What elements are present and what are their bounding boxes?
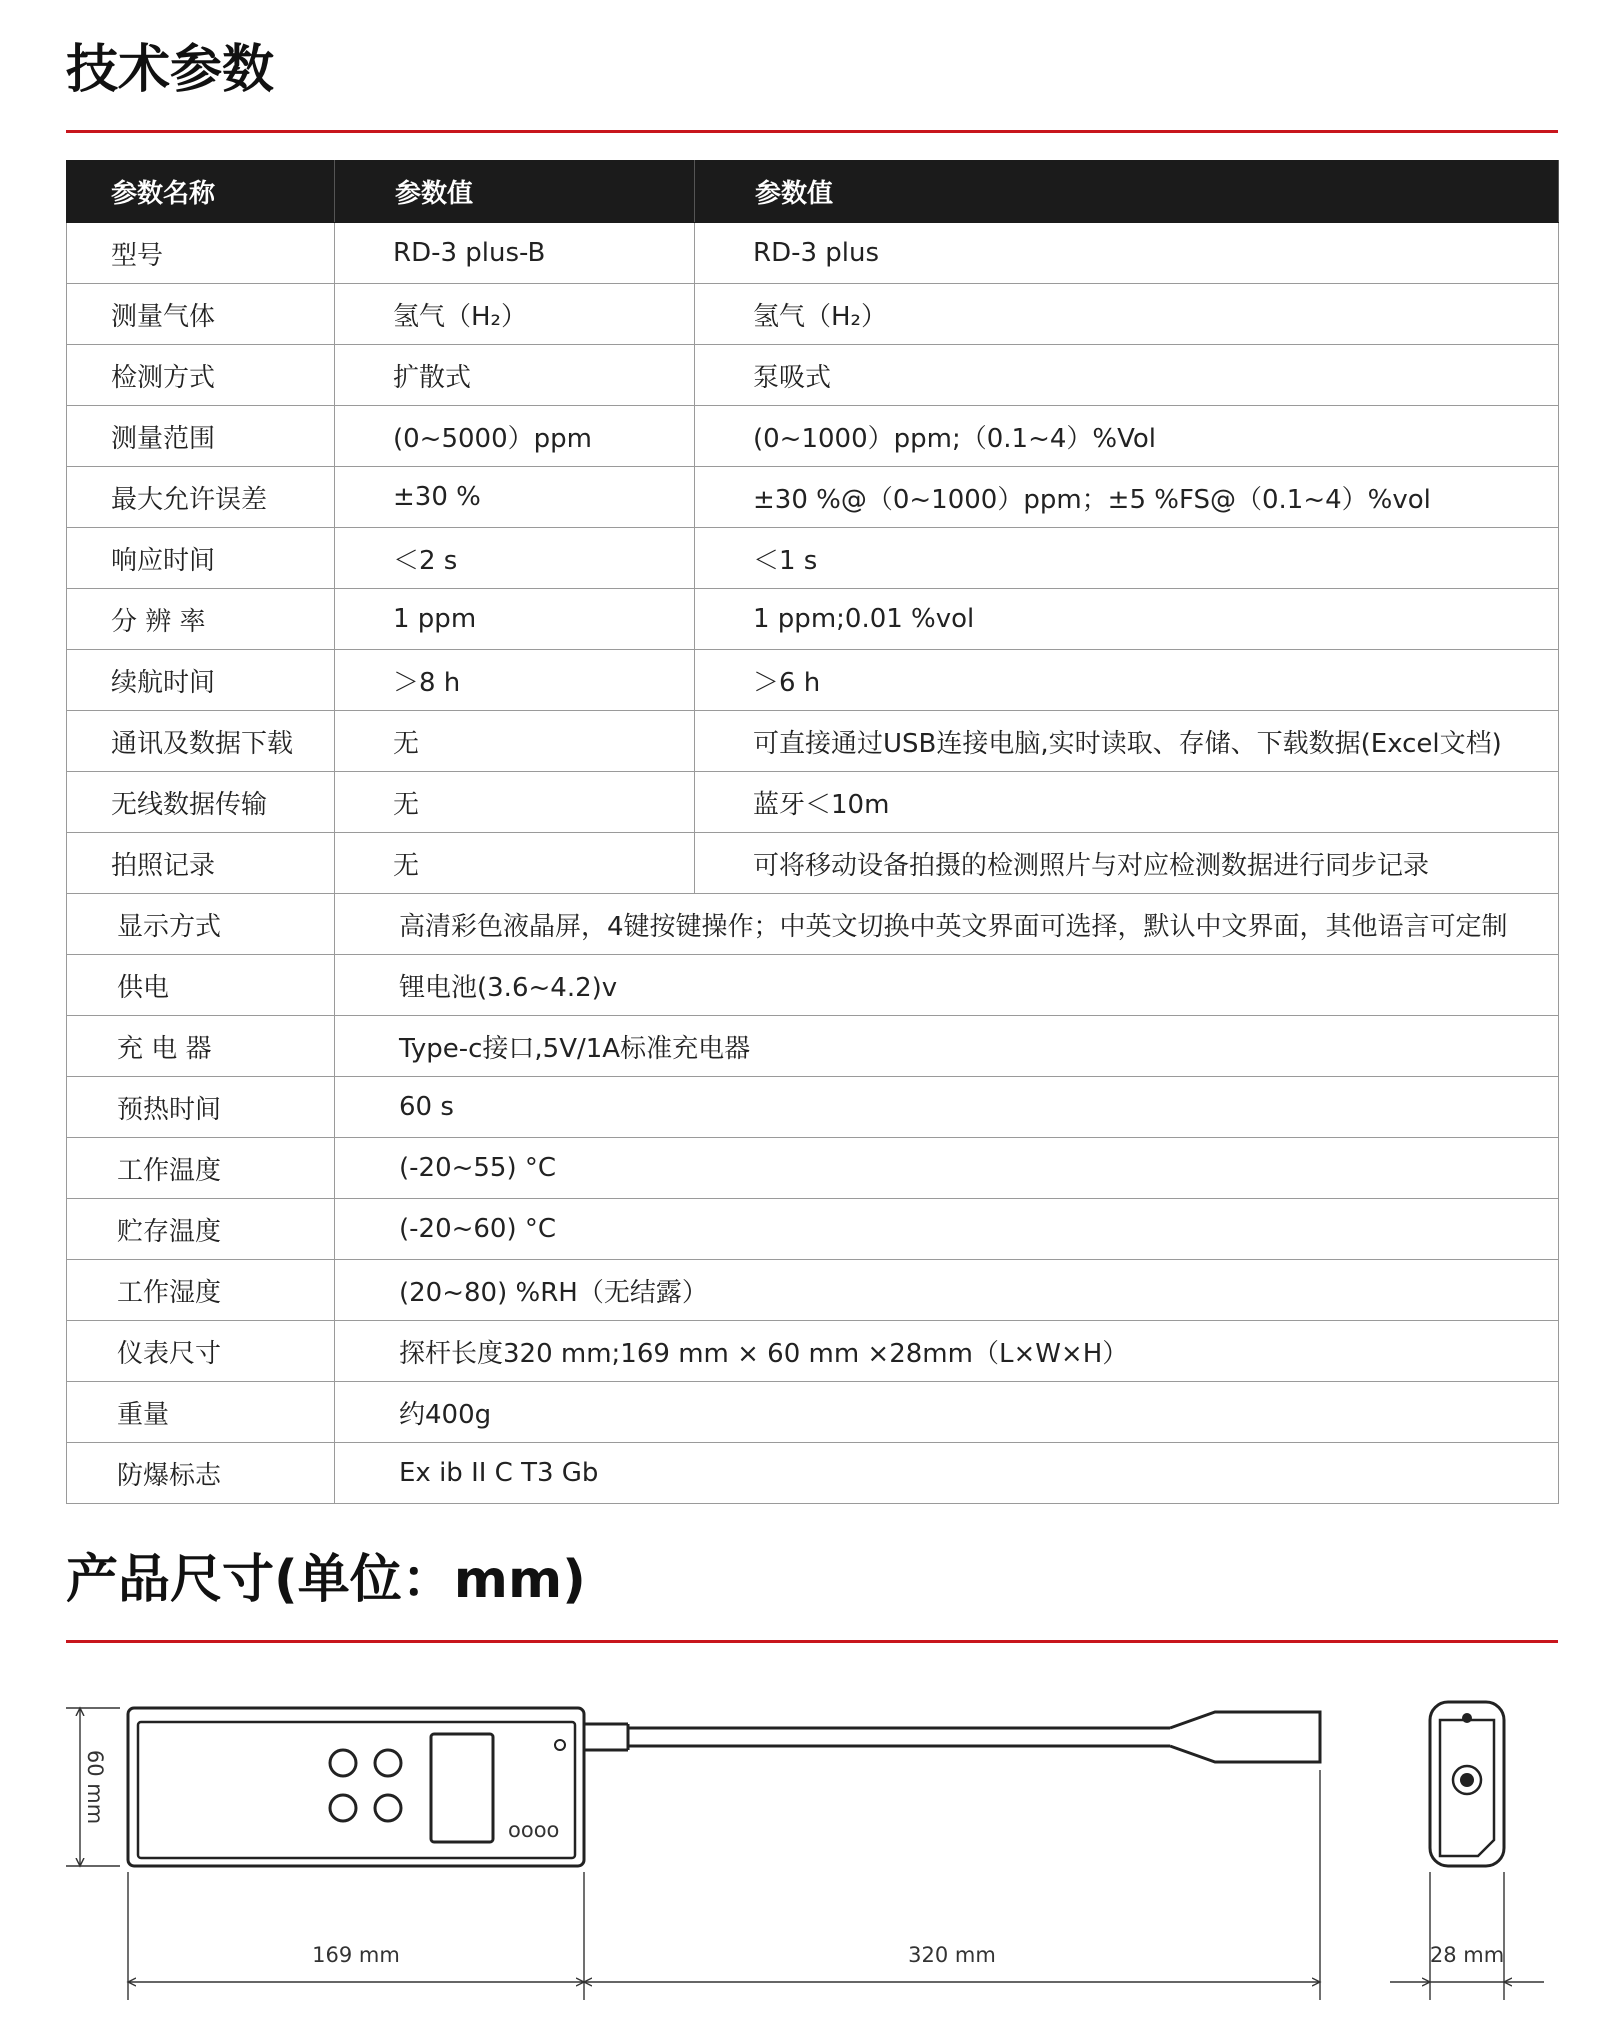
header-param-name: 参数名称 [67, 161, 335, 223]
param-name-cell: 工作湿度 [67, 1260, 335, 1321]
depth-label: 28 mm [1429, 1943, 1505, 1967]
param-value-b-cell: 氢气（H₂） [335, 284, 695, 345]
param-value-cell: ＜1 s [695, 528, 1559, 589]
param-name-cell: 工作温度 [67, 1138, 335, 1199]
probe-port-center-icon [1460, 1773, 1474, 1787]
spec-row-merged [67, 1077, 1559, 1138]
header-param-value: 参数值 [695, 161, 1559, 223]
param-value-cell: RD-3 plus [695, 223, 1559, 284]
spec-row-merged [67, 1016, 1559, 1077]
spec-row-merged [67, 1382, 1559, 1443]
param-value-b-cell: 无 [335, 833, 695, 894]
param-value-cell: 氢气（H₂） [695, 284, 1559, 345]
spec-row [67, 528, 1559, 589]
probe-tip [1170, 1712, 1320, 1762]
spec-row [67, 833, 1559, 894]
spec-title-rule [66, 130, 1558, 133]
param-value-cell: ＞6 h [695, 650, 1559, 711]
param-value-merged-cell: 约400g [335, 1382, 1559, 1443]
param-name-cell: 显示方式 [67, 894, 335, 955]
param-value-b-cell: ＜2 s [335, 528, 695, 589]
probe-length-label: 320 mm [908, 1943, 996, 1967]
param-value-cell: 可直接通过USB连接电脑,实时读取、存储、下载数据(Excel文档) [695, 711, 1559, 772]
dims-section-title: 产品尺寸(单位：mm) [66, 1550, 586, 1610]
param-value-b-cell: 1 ppm [335, 589, 695, 650]
param-name-cell: 续航时间 [67, 650, 335, 711]
param-name-cell: 无线数据传输 [67, 772, 335, 833]
param-value-cell: 蓝牙＜10m [695, 772, 1559, 833]
end-view-hole-icon [1462, 1713, 1472, 1723]
body-length-label: 169 mm [312, 1943, 400, 1967]
spec-row [67, 467, 1559, 528]
spec-row-merged [67, 1260, 1559, 1321]
end-view-inner [1440, 1720, 1494, 1856]
dimension-lines [66, 1708, 1544, 2000]
button-icon [375, 1750, 401, 1776]
spec-row [67, 406, 1559, 467]
sensor-hole-icon [555, 1740, 565, 1750]
param-value-b-cell: ＞8 h [335, 650, 695, 711]
param-name-cell: 贮存温度 [67, 1199, 335, 1260]
param-name-cell: 拍照记录 [67, 833, 335, 894]
spec-table [66, 160, 1559, 1504]
param-value-merged-cell: 60 s [335, 1077, 1559, 1138]
param-value-b-cell: RD-3 plus-B [335, 223, 695, 284]
spec-row [67, 589, 1559, 650]
param-name-cell: 仪表尺寸 [67, 1321, 335, 1382]
spec-row [67, 650, 1559, 711]
param-value-cell: (0~1000）ppm;（0.1~4）%Vol [695, 406, 1559, 467]
param-value-b-cell: 无 [335, 772, 695, 833]
param-value-b-cell: 无 [335, 711, 695, 772]
spec-row-merged [67, 1199, 1559, 1260]
spec-row-merged [67, 955, 1559, 1016]
device-screen [431, 1734, 493, 1842]
param-value-merged-cell: Ex ib II C T3 Gb [335, 1443, 1559, 1504]
spec-row [67, 223, 1559, 284]
indicator-leds: oooo [508, 1818, 560, 1842]
param-name-cell: 响应时间 [67, 528, 335, 589]
param-name-cell: 防爆标志 [67, 1443, 335, 1504]
dimension-drawing [0, 1690, 1600, 2020]
height-dimension-label: 60 mm [83, 1749, 107, 1825]
param-value-cell: 泵吸式 [695, 345, 1559, 406]
device-end-view [1430, 1702, 1504, 1866]
param-value-merged-cell: (20~80) %RH（无结露） [335, 1260, 1559, 1321]
param-value-cell: 1 ppm;0.01 %vol [695, 589, 1559, 650]
param-value-cell: 可将移动设备拍摄的检测照片与对应检测数据进行同步记录 [695, 833, 1559, 894]
spec-row [67, 284, 1559, 345]
param-value-merged-cell: (-20~60) °C [335, 1199, 1559, 1260]
param-name-cell: 测量范围 [67, 406, 335, 467]
device-body-outline [128, 1708, 584, 1866]
param-name-cell: 充 电 器 [67, 1016, 335, 1077]
param-value-merged-cell: Type-c接口,5V/1A标准充电器 [335, 1016, 1559, 1077]
param-value-merged-cell: 锂电池(3.6~4.2)v [335, 955, 1559, 1016]
device-side-view [128, 1708, 1320, 1866]
param-value-merged-cell: 探杆长度320 mm;169 mm × 60 mm ×28mm（L×W×H） [335, 1321, 1559, 1382]
param-value-b-cell: (0~5000）ppm [335, 406, 695, 467]
param-name-cell: 预热时间 [67, 1077, 335, 1138]
param-name-cell: 重量 [67, 1382, 335, 1443]
dims-title-rule [66, 1640, 1558, 1643]
param-value-b-cell: 扩散式 [335, 345, 695, 406]
button-icon [375, 1795, 401, 1821]
param-name-cell: 最大允许误差 [67, 467, 335, 528]
param-name-cell: 供电 [67, 955, 335, 1016]
spec-row-merged [67, 894, 1559, 955]
param-value-merged-cell: 高清彩色液晶屏，4键按键操作；中英文切换中英文界面可选择，默认中文界面，其他语言可定制 [335, 894, 1559, 955]
param-name-cell: 分 辨 率 [67, 589, 335, 650]
spec-row-merged [67, 1443, 1559, 1504]
header-param-value-b: 参数值 [335, 161, 695, 223]
param-name-cell: 型号 [67, 223, 335, 284]
button-icon [330, 1795, 356, 1821]
param-name-cell: 通讯及数据下载 [67, 711, 335, 772]
spec-row-merged [67, 1138, 1559, 1199]
spec-section-title: 技术参数 [66, 40, 275, 100]
param-value-merged-cell: (-20~55) °C [335, 1138, 1559, 1199]
param-value-cell: ±30 %@（0~1000）ppm；±5 %FS@（0.1~4）%vol [695, 467, 1559, 528]
button-icon [330, 1750, 356, 1776]
param-name-cell: 检测方式 [67, 345, 335, 406]
spec-row-merged [67, 1321, 1559, 1382]
param-name-cell: 测量气体 [67, 284, 335, 345]
spec-table-header-row [67, 161, 1559, 223]
spec-row [67, 772, 1559, 833]
spec-row [67, 711, 1559, 772]
spec-row [67, 345, 1559, 406]
param-value-b-cell: ±30 % [335, 467, 695, 528]
